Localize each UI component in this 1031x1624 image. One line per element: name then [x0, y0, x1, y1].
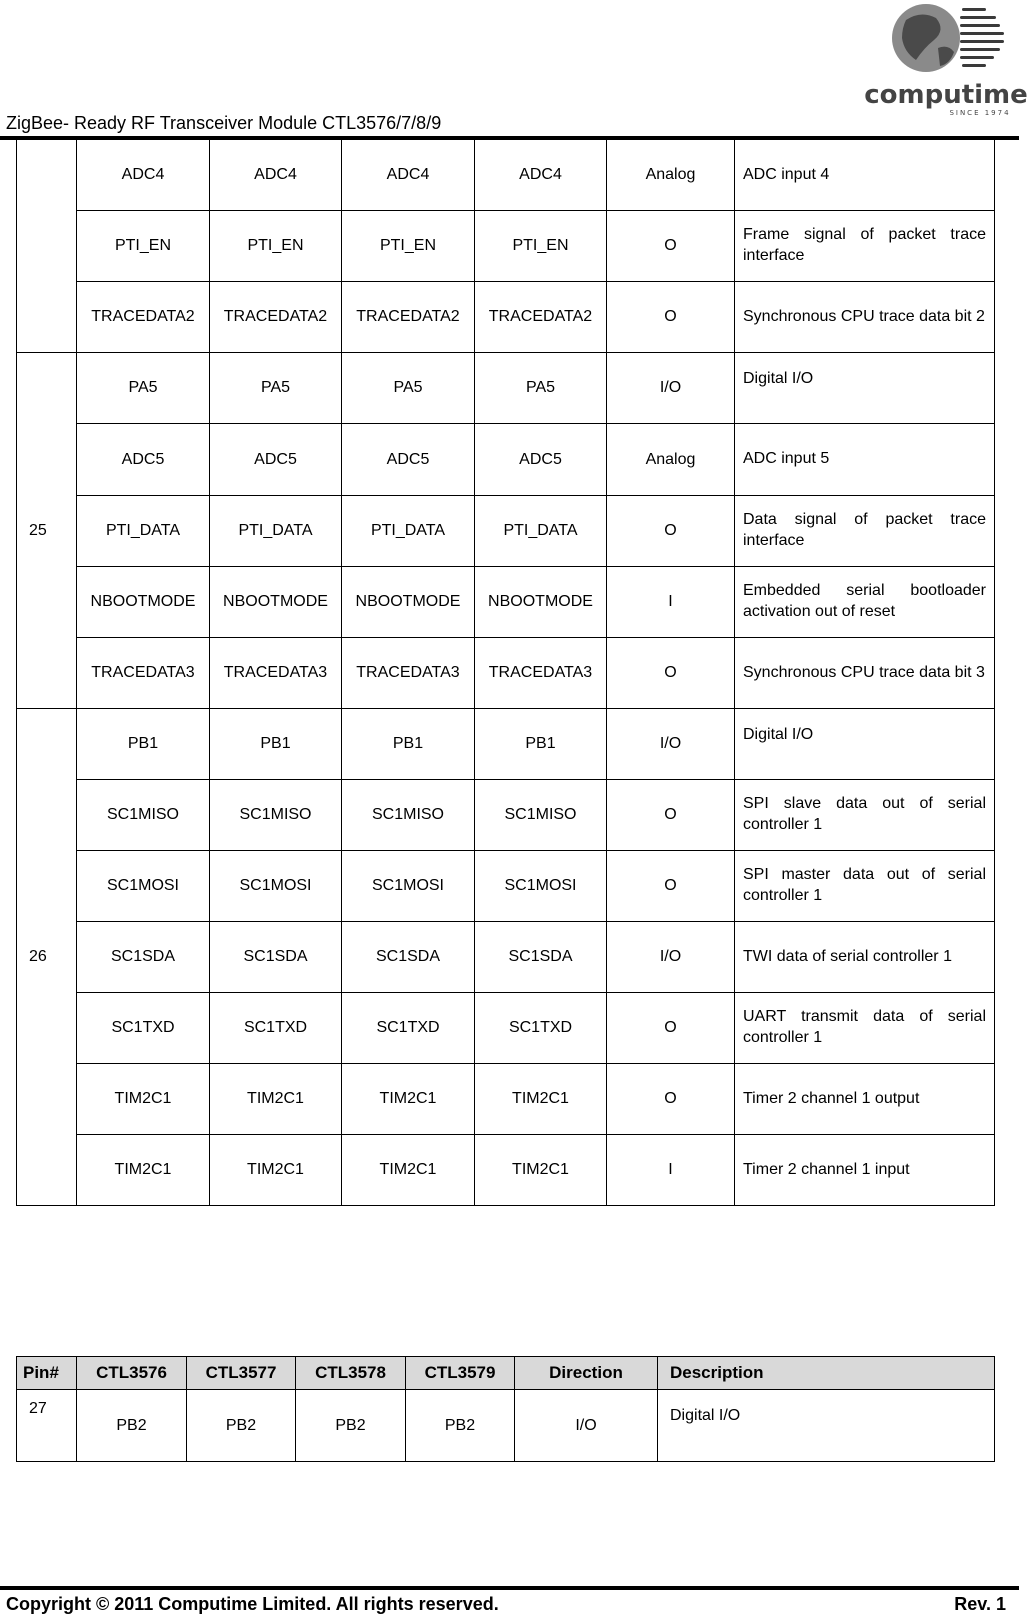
column-header: CTL3579 — [406, 1357, 515, 1390]
signal-cell: TRACEDATA2 — [475, 282, 607, 353]
signal-cell: TIM2C1 — [77, 1135, 210, 1206]
table-row — [17, 567, 995, 638]
pin-number-cell: 26 — [17, 709, 77, 1206]
signal-cell: SC1MISO — [77, 780, 210, 851]
signal-cell: TRACEDATA2 — [210, 282, 342, 353]
direction-cell: O — [607, 780, 735, 851]
column-header: CTL3576 — [77, 1357, 187, 1390]
description-cell: ADC input 4 — [735, 140, 995, 211]
signal-cell: PB2 — [187, 1390, 296, 1462]
direction-cell: O — [607, 638, 735, 709]
table-row — [17, 1064, 995, 1135]
pin-number-cell — [17, 140, 77, 353]
direction-cell: O — [607, 211, 735, 282]
description-cell: Timer 2 channel 1 input — [735, 1135, 995, 1206]
pin-number-cell: 27 — [17, 1390, 77, 1462]
signal-cell: ADC4 — [475, 140, 607, 211]
signal-cell: SC1MISO — [475, 780, 607, 851]
table-row — [17, 424, 995, 496]
signal-cell: TIM2C1 — [77, 1064, 210, 1135]
signal-cell: SC1MISO — [342, 780, 475, 851]
signal-cell: PTI_DATA — [475, 496, 607, 567]
pin-table-continued — [16, 139, 995, 1206]
signal-cell: PTI_EN — [77, 211, 210, 282]
signal-cell: TIM2C1 — [342, 1135, 475, 1206]
direction-cell: I/O — [607, 353, 735, 424]
description-cell: SPI master data out of serial controller 1 — [735, 851, 995, 922]
signal-cell: ADC4 — [210, 140, 342, 211]
computime-logo — [864, 0, 1028, 118]
pin-number-cell: 25 — [17, 353, 77, 709]
description-cell: Data signal of packet trace interface — [735, 496, 995, 567]
signal-cell: SC1MISO — [210, 780, 342, 851]
signal-cell: PB2 — [77, 1390, 187, 1462]
signal-cell: SC1MOSI — [210, 851, 342, 922]
signal-cell: TRACEDATA3 — [475, 638, 607, 709]
description-cell: Timer 2 channel 1 output — [735, 1064, 995, 1135]
signal-cell: NBOOTMODE — [77, 567, 210, 638]
table-row — [17, 780, 995, 851]
signal-cell: PB1 — [210, 709, 342, 780]
table-row — [17, 282, 995, 353]
signal-cell: PB1 — [475, 709, 607, 780]
signal-cell: NBOOTMODE — [475, 567, 607, 638]
description-cell: Synchronous CPU trace data bit 2 — [735, 282, 995, 353]
signal-cell: TRACEDATA3 — [342, 638, 475, 709]
logo-wordmark: computime — [864, 80, 1028, 110]
signal-cell: TIM2C1 — [475, 1064, 607, 1135]
description-cell: Embedded serial bootloader activation out of reset — [735, 567, 995, 638]
signal-cell: TRACEDATA3 — [77, 638, 210, 709]
signal-cell: PTI_DATA — [210, 496, 342, 567]
description-cell: Digital I/O — [735, 709, 995, 780]
signal-cell: PA5 — [77, 353, 210, 424]
signal-cell: PB2 — [406, 1390, 515, 1462]
table-row — [17, 638, 995, 709]
column-header: Description — [658, 1357, 995, 1390]
direction-cell: I — [607, 1135, 735, 1206]
signal-cell: PA5 — [342, 353, 475, 424]
signal-cell: ADC5 — [342, 424, 475, 496]
signal-cell: PB2 — [296, 1390, 406, 1462]
direction-cell: Analog — [607, 140, 735, 211]
signal-cell: TRACEDATA2 — [342, 282, 475, 353]
direction-cell: I/O — [607, 922, 735, 993]
signal-cell: SC1TXD — [77, 993, 210, 1064]
description-cell: Synchronous CPU trace data bit 3 — [735, 638, 995, 709]
direction-cell: I/O — [607, 709, 735, 780]
signal-cell: PTI_DATA — [342, 496, 475, 567]
description-cell: UART transmit data of serial controller 1 — [735, 993, 995, 1064]
signal-cell: TRACEDATA3 — [210, 638, 342, 709]
description-cell: TWI data of serial controller 1 — [735, 922, 995, 993]
signal-cell: SC1SDA — [77, 922, 210, 993]
footer-copyright: Copyright © 2011 Computime Limited. All rights reserved. — [6, 1594, 499, 1614]
signal-cell: SC1MOSI — [475, 851, 607, 922]
pin-table-27 — [16, 1356, 995, 1462]
signal-cell: TIM2C1 — [475, 1135, 607, 1206]
footer-revision: Rev. 1 — [954, 1594, 1006, 1614]
signal-cell: TIM2C1 — [210, 1064, 342, 1135]
signal-cell: SC1TXD — [475, 993, 607, 1064]
description-cell: ADC input 5 — [735, 424, 995, 496]
direction-cell: O — [607, 1064, 735, 1135]
signal-cell: PB1 — [77, 709, 210, 780]
direction-cell: Analog — [607, 424, 735, 496]
document-header-title: ZigBee- Ready RF Transceiver Module CTL3576/7/8/9 — [6, 113, 442, 133]
table-row — [17, 922, 995, 993]
direction-cell: O — [607, 496, 735, 567]
signal-cell: SC1SDA — [342, 922, 475, 993]
signal-cell: SC1MOSI — [342, 851, 475, 922]
signal-cell: SC1SDA — [210, 922, 342, 993]
table-row — [17, 1135, 995, 1206]
signal-cell: PB1 — [342, 709, 475, 780]
signal-cell: PTI_EN — [342, 211, 475, 282]
description-cell: Digital I/O — [735, 353, 995, 424]
direction-cell: I — [607, 567, 735, 638]
table-row — [17, 140, 995, 211]
table-row — [17, 496, 995, 567]
table-row — [17, 709, 995, 780]
table-row — [17, 353, 995, 424]
column-header: Direction — [515, 1357, 658, 1390]
signal-cell: PA5 — [210, 353, 342, 424]
table-row — [17, 1390, 995, 1462]
signal-cell: NBOOTMODE — [210, 567, 342, 638]
direction-cell: O — [607, 993, 735, 1064]
description-cell: SPI slave data out of serial controller 1 — [735, 780, 995, 851]
description-cell: Frame signal of packet trace interface — [735, 211, 995, 282]
signal-cell: PTI_EN — [475, 211, 607, 282]
signal-cell: PTI_EN — [210, 211, 342, 282]
table-row — [17, 211, 995, 282]
signal-cell: TIM2C1 — [210, 1135, 342, 1206]
signal-cell: PA5 — [475, 353, 607, 424]
signal-cell: PTI_DATA — [77, 496, 210, 567]
logo-tagline: SINCE 1974 — [949, 109, 1011, 117]
table-row — [17, 993, 995, 1064]
column-header: CTL3577 — [187, 1357, 296, 1390]
table-row — [17, 851, 995, 922]
direction-cell: O — [607, 851, 735, 922]
table-header-row — [17, 1357, 995, 1390]
signal-cell: SC1TXD — [342, 993, 475, 1064]
signal-cell: SC1MOSI — [77, 851, 210, 922]
signal-cell: ADC5 — [475, 424, 607, 496]
signal-cell: ADC5 — [77, 424, 210, 496]
direction-cell: I/O — [515, 1390, 658, 1462]
signal-cell: TRACEDATA2 — [77, 282, 210, 353]
description-cell: Digital I/O — [658, 1390, 995, 1462]
signal-cell: ADC4 — [342, 140, 475, 211]
signal-cell: SC1SDA — [475, 922, 607, 993]
column-header: CTL3578 — [296, 1357, 406, 1390]
signal-cell: SC1TXD — [210, 993, 342, 1064]
signal-cell: NBOOTMODE — [342, 567, 475, 638]
globe-logo-icon — [864, 0, 1028, 118]
column-header: Pin# — [17, 1357, 77, 1390]
signal-cell: ADC4 — [77, 140, 210, 211]
direction-cell: O — [607, 282, 735, 353]
footer-rule — [0, 1586, 1019, 1590]
signal-cell: TIM2C1 — [342, 1064, 475, 1135]
signal-cell: ADC5 — [210, 424, 342, 496]
